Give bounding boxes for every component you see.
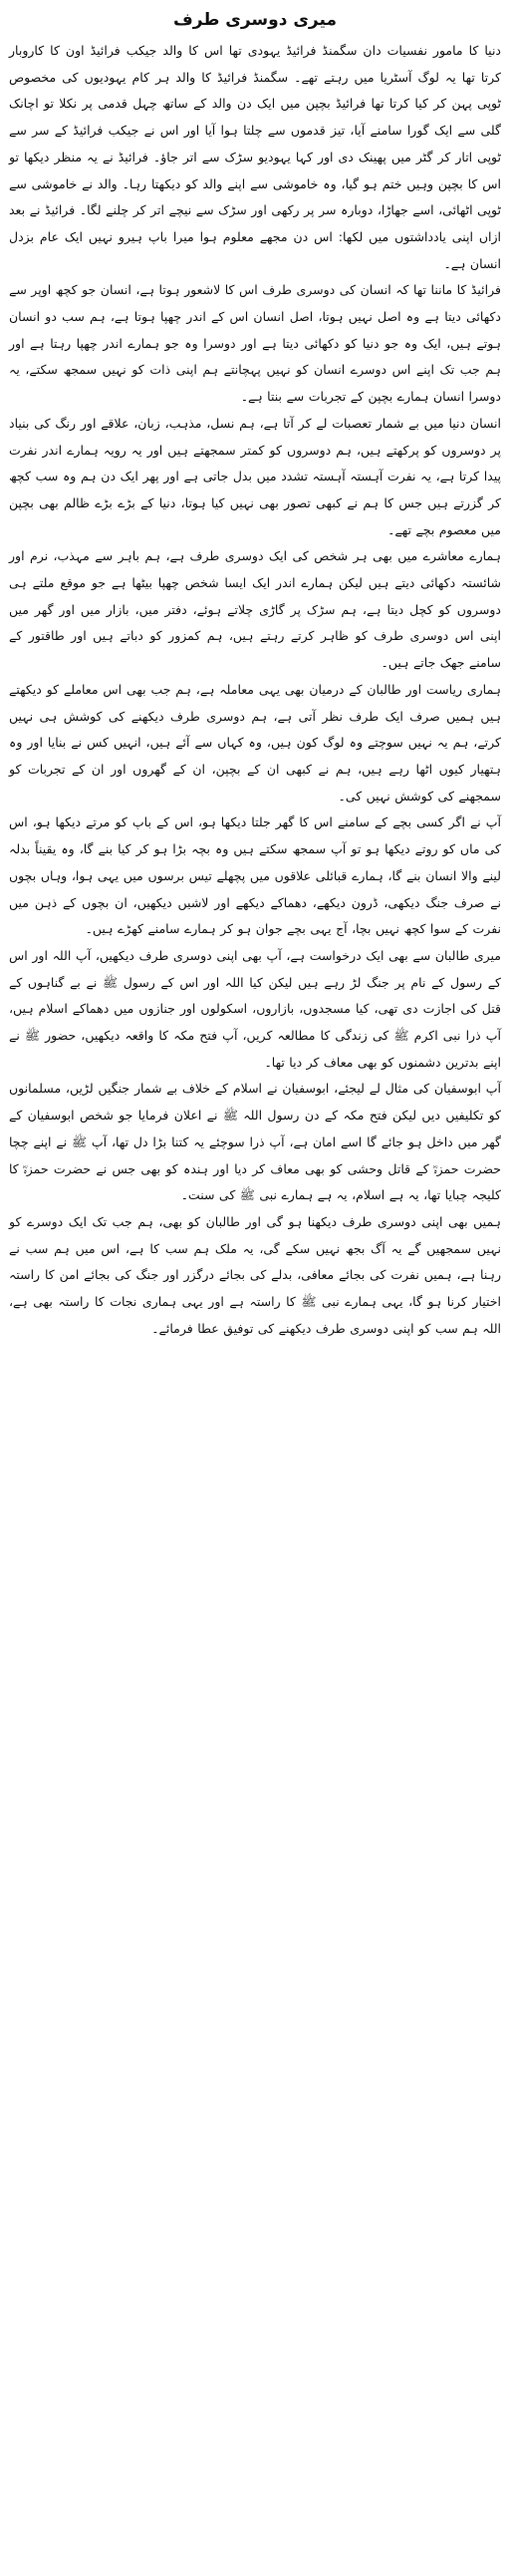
paragraph: ہمیں بھی اپنی دوسری طرف دیکھنا ہو گی اور طالبان کو بھی، ہم جب تک ایک دوسرے کو نہیں سمجھیں گے یہ آگ بجھ نہیں سکے گی، یہ ملک ہم سب کا ہے، اس میں ہم سب نے رہنا ہے، ہمیں نفرت کی بجائے معافی، بدلے کی بجائے درگزر اور جنگ کی بجائے امن کا راستہ اختیار کرنا ہو گا، یہی ہمارے نبی ﷺ کا راستہ ہے اور یہی ہماری نجات کا راستہ بھی ہے، اللہ ہم سب کو اپنی دوسری طرف دیکھنے کی توفیق عطا فرمائے۔ — [9, 1213, 501, 1336]
paragraph: دنیا کا مامور نفسیات دان سگمنڈ فرائیڈ یہودی تھا اس کا والد جیکب فرائیڈ اون کا کاروبار کرتا تھا یہ لوگ آسٹریا میں رہتے تھے۔ سگمنڈ فرائیڈ کا والد ہر کام یہودیوں کی مخصوص ٹوپی پہن کر کیا کرتا تھا فرائیڈ بچپن میں ایک دن والد کے ساتھ چہل قدمی پر نکلا تو اچانک گلی سے ایک گورا سامنے آیا، تیز قدموں سے چلتا ہوا آیا اور اس نے جیکب فرائیڈ کے سر سے ٹوپی اتار کر گٹر میں پھینک دی اور کہا یہودیو سڑک سے اتر جاؤ۔ فرائیڈ نے یہ منظر دیکھا تو اس کا بچپن وہیں ختم ہو گیا، وہ خاموشی سے اپنے والد کو دیکھتا رہا۔ والد نے خاموشی سے ٹوپی اٹھائی، اسے جھاڑا، دوبارہ سر پر رکھی اور سڑک سے نیچے اتر کر چلنے لگا۔ فرائیڈ نے بعد ازاں اپنی یادداشتوں میں لکھا: اس دن مجھے معلوم ہوا میرا باپ ہیرو نہیں ایک عام بزدل انسان ہے۔ — [9, 43, 501, 271]
article-title: میری دوسری طرف — [173, 10, 337, 30]
paragraph: آپ نے اگر کسی بچے کے سامنے اس کا گھر جلتا دیکھا ہو، اس کے باپ کو مرتے دیکھا ہو، اس کی ماں کو روتے دیکھا ہو تو آپ سمجھ سکتے ہیں وہ بچہ بڑا ہو کر کیا بنے گا، وہ یقیناً بدلہ لینے والا انسان بنے گا، ہمارے قبائلی علاقوں میں پچھلے تیس برسوں میں یہی ہوا، وہاں بچوں نے صرف جنگ دیکھی، ڈرون دیکھے، دھماکے دیکھے اور لاشیں دیکھیں، ان بچوں کے ذہن میں نفرت کے سوا کچھ نہیں بچا، آج یہی بچے جوان ہو کر ہمارے سامنے کھڑے ہیں۔ — [9, 814, 501, 937]
paragraph: ہماری ریاست اور طالبان کے درمیان بھی یہی معاملہ ہے، ہم جب بھی اس معاملے کو دیکھتے ہیں ہمیں صرف ایک طرف نظر آتی ہے، ہم دوسری طرف دیکھنے کی کوشش ہی نہیں کرتے، ہم یہ نہیں سوچتے وہ لوگ کون ہیں، وہ کہاں سے آئے ہیں، انہیں کس نے بنایا اور وہ ہتھیار کیوں اٹھا رہے ہیں، ہم نے کبھی ان کے بچپن، ان کے گھروں اور ان کے تجربات کو سمجھنے کی کوشش نہیں کی۔ — [9, 681, 501, 804]
paragraph: میری طالبان سے بھی ایک درخواست ہے، آپ بھی اپنی دوسری طرف دیکھیں، آپ اللہ اور اس کے رسول کے نام پر جنگ لڑ رہے ہیں لیکن کیا اللہ اور اس کے رسول ﷺ نے بے گناہوں کے قتل کی اجازت دی تھی، کیا مسجدوں، بازاروں، اسکولوں اور جنازوں میں دھماکے اسلام ہیں، آپ ذرا نبی اکرم ﷺ کی زندگی کا مطالعہ کریں، آپ فتح مکہ کا واقعہ دیکھیں، حضور ﷺ نے اپنے بدترین دشمنوں کو بھی معاف کر دیا تھا۔ — [9, 947, 501, 1070]
article-body — [9, 38, 501, 1342]
paragraph: آپ ابوسفیان کی مثال لے لیجئے، ابوسفیان نے اسلام کے خلاف بے شمار جنگیں لڑیں، مسلمانوں کو تکلیفیں دیں لیکن فتح مکہ کے دن رسول اللہ ﷺ نے اعلان فرمایا جو شخص ابوسفیان کے گھر میں داخل ہو جائے گا اسے امان ہے، آپ ذرا سوچئے یہ کتنا بڑا دل تھا، آپ ﷺ نے اپنے چچا حضرت حمزہؓ کے قاتل وحشی کو بھی معاف کر دیا اور ہندہ کو بھی جس نے حضرت حمزہؓ کا کلیجہ چبایا تھا، یہ ہے اسلام، یہ ہے ہمارے نبی ﷺ کی سنت۔ — [9, 1081, 501, 1203]
paragraph: انسان دنیا میں بے شمار تعصبات لے کر آتا ہے، ہم نسل، مذہب، زبان، علاقے اور رنگ کی بنیاد پر دوسروں کو پرکھتے ہیں، ہم دوسروں کو کمتر سمجھتے ہیں اور یہ رویہ ہمارے اندر نفرت پیدا کرتا ہے، یہ نفرت آہستہ آہستہ تشدد میں بدل جاتی ہے اور پھر ایک دن ہم وہ سب کچھ کر گزرتے ہیں جس کا ہم نے کبھی تصور بھی نہیں کیا ہوتا، دنیا کے بڑے بڑے ظالم بھی بچپن میں معصوم بچے تھے۔ — [9, 415, 501, 537]
paragraph: ہمارے معاشرے میں بھی ہر شخص کی ایک دوسری طرف ہے، ہم باہر سے مہذب، نرم اور شائستہ دکھائی دیتے ہیں لیکن ہمارے اندر ایک ایسا شخص چھپا بیٹھا ہے جو موقع ملتے ہی دوسروں کو کچل دیتا ہے، ہم سڑک پر گاڑی چلاتے ہوئے، دفتر میں، بازار میں اور گھر میں اپنی اس دوسری طرف کو ظاہر کرتے رہتے ہیں، ہم کمزور کو دباتے ہیں اور طاقتور کے سامنے جھک جاتے ہیں۔ — [9, 548, 501, 671]
paragraph: فرائیڈ کا ماننا تھا کہ انسان کی دوسری طرف اس کا لاشعور ہوتا ہے، انسان جو کچھ اوپر سے دکھائی دیتا ہے وہ اصل نہیں ہوتا، اصل انسان اس کے اندر چھپا ہوتا ہے، ہم سب دو انسان ہوتے ہیں، ایک وہ جو دنیا کو دکھائی دیتا ہے اور دوسرا وہ جو ہمارے اندر چھپا رہتا ہے اور ہم جب تک اپنے اس دوسرے انسان کو نہیں پہچانتے ہم اپنی ذات کو نہیں سمجھ سکتے، یہ دوسرا انسان ہمارے بچپن کے تجربات سے بنتا ہے۔ — [9, 282, 501, 405]
